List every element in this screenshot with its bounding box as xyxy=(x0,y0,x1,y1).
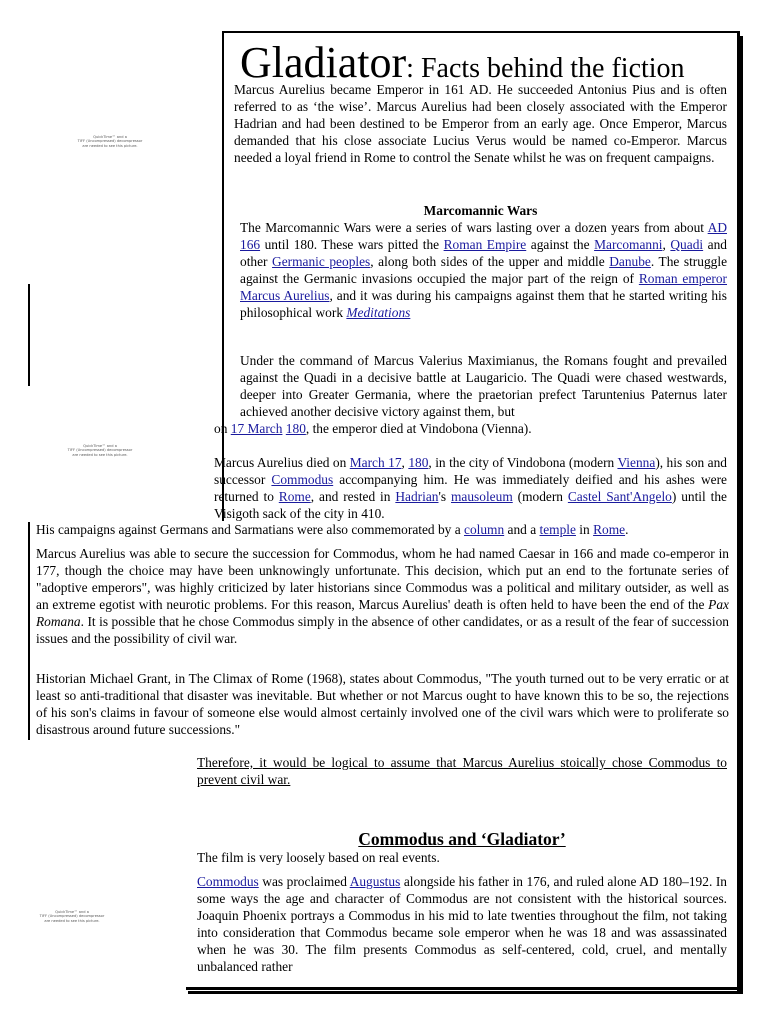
frame-left-border xyxy=(222,31,224,521)
frame-bottom-border xyxy=(186,987,740,990)
link-marcus-aurelius[interactable]: Marcus Aurelius xyxy=(240,287,330,303)
link-rome[interactable]: Rome xyxy=(278,488,311,504)
image-placeholder-3: QuickTime™ and a TIFF (Uncompressed) decompressor are needed to see this picture. xyxy=(39,910,105,923)
page-title xyxy=(240,37,685,88)
marcomannic-paragraph-2: Under the command of Marcus Valerius Maximianus, the Romans fought and prevailed against the Quadi in a decisive battle at Laugaricio. The Quadi were chased westwards, deeper into Greater Germania, where the praetorian prefect Taruntenius Paternus later achieved another decisive victory against them, but xyxy=(240,353,727,419)
link-danube[interactable]: Danube xyxy=(609,253,651,269)
frame-shadow-border xyxy=(740,36,743,994)
link-quadi[interactable]: Quadi xyxy=(670,236,704,252)
conclusion-paragraph: Therefore, it would be logical to assume that Marcus Aurelius stoically chose Commodus to prevent civil war. xyxy=(197,755,727,787)
commodus-intro: The film is very loosely based on real events. xyxy=(197,850,440,865)
section-heading-commodus: Commodus and ‘Gladiator’ xyxy=(358,829,566,849)
death-paragraph: Marcus Aurelius died on March 17, 180, in the city of Vindobona (modern Vienna), his son and successor Commodus accompanying him. He was immediately deified and his ashes were returned to Rome, and rested in Hadrian's mausoleum (modern Castel Sant'Angelo) until the Visigoth sack of the city in 410. xyxy=(214,455,728,521)
commodus-paragraph: Commodus was proclaimed Augustus alongside his father in 176, and ruled alone AD 180–192. In some ways the age and character of Commodus are not consistent with the historical sources. Joaquin Phoenix portrays a Commodus in his mid to late twenties throughout the film, not taking into consideration that Commodus became sole emperor when he was 18 and was assassinated when he was 30. The film presents Commodus as self-centered, cold, cruel, and mentally unbalanced rather xyxy=(197,874,727,974)
link-hadrian[interactable]: Hadrian xyxy=(395,488,439,504)
section-heading-marcomannic: Marcomannic Wars xyxy=(423,203,538,218)
left-margin-bar-1 xyxy=(28,284,30,386)
link-17-march[interactable]: 17 March xyxy=(230,421,283,436)
frame-top-border xyxy=(224,31,737,33)
link-augustus[interactable]: Augustus xyxy=(349,874,401,889)
link-rome-2[interactable]: Rome xyxy=(593,522,626,537)
link-temple[interactable]: temple xyxy=(539,522,576,537)
link-180[interactable]: 180 xyxy=(285,421,306,436)
death-paragraph-end: His campaigns against Germans and Sarmatians were also commemorated by a column and a temple in Rome. xyxy=(36,522,629,537)
title-main: Gladiator xyxy=(240,38,407,87)
link-marcomanni[interactable]: Marcomanni xyxy=(594,236,663,252)
marcomannic-paragraph-1: The Marcomannic Wars were a series of wars lasting over a dozen years from about AD 166 until 180. These wars pitted the Roman Empire against the Marcomanni, Quadi and other Germanic peoples, along both sides of the upper and middle Danube. The struggle against the Germanic invasions occupied the major part of the reign of Roman emperor Marcus Aurelius, and it was during his campaigns against them that he started writing his philosophical work Meditations xyxy=(240,220,728,320)
link-commodus[interactable]: Commodus xyxy=(271,471,334,487)
image-placeholder-2: QuickTime™ and a TIFF (Uncompressed) decompressor are needed to see this picture. xyxy=(67,444,133,457)
link-180-2[interactable]: 180 xyxy=(408,455,429,470)
title-subtitle: : Facts behind the fiction xyxy=(406,53,685,84)
link-ad-166[interactable]: AD 166 xyxy=(240,220,727,252)
link-mausoleum[interactable]: mausoleum xyxy=(451,488,513,504)
marcomannic-paragraph-2-end: on 17 March 180, the emperor died at Vindobona (Vienna). xyxy=(214,421,532,436)
grant-quote-paragraph: Historian Michael Grant, in The Climax of Rome (1968), states about Commodus, "The youth turned out to be very erratic or at least so anti-traditional that disaster was inevitable. But whether or not Marcus ought to have known this to be so, the rejections of his son's claims in favour of someone else would almost certainly involved one of the civil wars which were to proliferate so disastrous around future successions." xyxy=(36,671,729,737)
link-roman-emperor[interactable]: Roman emperor xyxy=(638,270,728,286)
intro-paragraph: Marcus Aurelius became Emperor in 161 AD. He succeeded Antonius Pius and is often referred to as ‘the wise’. Marcus Aurelius had been closely associated with the Emperor Hadrian and had been destined to be Emperor from an early age. Once Emperor, Marcus demanded that his close associate Lucius Verus would be named co-Emperor. Marcus needed a loyal friend in Rome to control the Senate whilst he was on frequent campaigns. xyxy=(234,82,727,165)
left-margin-bar-2 xyxy=(28,522,30,740)
link-castel-santangelo[interactable]: Castel Sant'Angelo xyxy=(567,488,672,504)
link-germanic-peoples[interactable]: Germanic peoples xyxy=(272,253,371,269)
link-meditations[interactable]: Meditations xyxy=(346,304,411,320)
succession-paragraph: Marcus Aurelius was able to secure the succession for Commodus, whom he had named Caesar in 166 and made co-emperor in 177, though the choice may have been unknowingly unfortunate. This decision, which put an end to the fortunate series of "adoptive emperors", was highly criticized by later historians since Commodus was a political and military outsider, as well as an extreme egotist with neurotic problems. For this reason, Marcus Aurelius' death is often held to have been the end of the Pax Romana. It is possible that he chose Commodus simply in the absence of other candidates, or as a result of the fear of succession issues and the possibility of civil war. xyxy=(36,546,729,646)
link-vienna[interactable]: Vienna xyxy=(617,455,656,470)
link-column[interactable]: column xyxy=(464,522,505,537)
link-roman-empire[interactable]: Roman Empire xyxy=(443,236,527,252)
image-placeholder-1: QuickTime™ and a TIFF (Uncompressed) decompressor are needed to see this picture. xyxy=(77,135,143,148)
link-march-17[interactable]: March 17 xyxy=(349,455,402,470)
link-commodus-2[interactable]: Commodus xyxy=(197,874,259,889)
frame-bottom-shadow xyxy=(188,991,743,994)
